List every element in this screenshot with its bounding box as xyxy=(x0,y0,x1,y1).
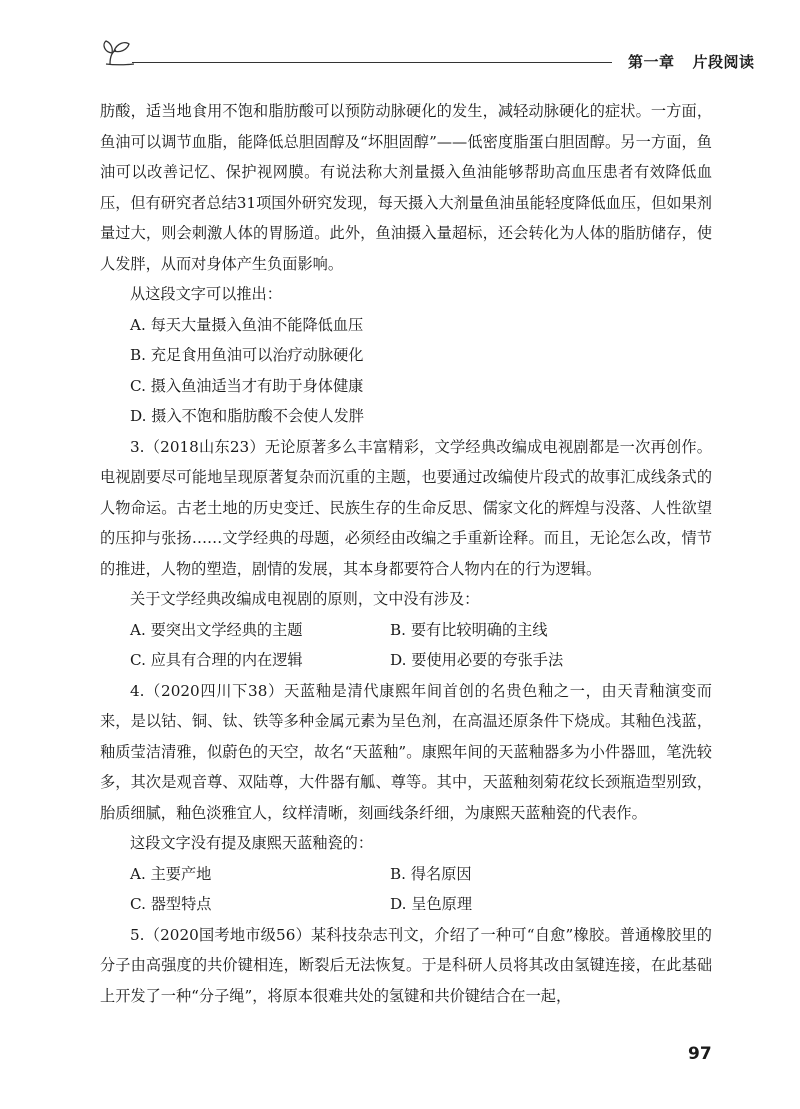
q4-option-b: B. 得名原因 xyxy=(390,864,472,883)
header-rule-left xyxy=(132,62,612,63)
q4-options-row-2 xyxy=(100,889,712,920)
q3-option-d: D. 要使用必要的夸张手法 xyxy=(390,651,564,669)
q3-options-row-1 xyxy=(100,615,712,646)
q2-option-a: A. 每天大量摄入鱼油不能降低血压 xyxy=(130,315,364,334)
q4-option-a: A. 主要产地 xyxy=(130,864,212,883)
q4-option-d: D. 呈色原理 xyxy=(390,895,473,913)
q3-options-row-2 xyxy=(100,645,712,676)
chapter-label: 第一章 xyxy=(628,53,675,71)
page-number: 97 xyxy=(688,1044,712,1064)
section-label: 片段阅读 xyxy=(692,53,755,71)
page-body xyxy=(100,96,712,1011)
q4-options-row-1 xyxy=(100,859,712,890)
q2-stem: 从这段文字可以推出： xyxy=(130,285,282,303)
passage-continued: 肪酸，适当地食用不饱和脂肪酸可以预防动脉硬化的发生，减轻动脉硬化的症状。一方面，鱼油可以调节血脂，能降低总胆固醇及“坏胆固醇”——低密度脂蛋白胆固醇。另一方面，鱼油可以改善记忆、保护视网膜。有说法称大剂量摄入鱼油能够帮助高血压患者有效降低血压，但有研究者总结31项国外研究发现，每天摄入大剂量鱼油虽能轻度降低血压，但如果剂量过大，则会刺激人体的胃肠道。此外，鱼油摄入量超标，还会转化为人体的脂肪储存，使人发胖，从而对身体产生负面影响。 xyxy=(100,102,712,273)
q2-option-d: D. 摄入不饱和脂肪酸不会使人发胖 xyxy=(130,407,364,425)
q5-passage: 5.（2020国考地市级56）某科技杂志刊文，介绍了一种可“自愈”橡胶。普通橡胶里的分子由高强度的共价键相连，断裂后无法恢复。于是科研人员将其改由氢键连接，在此基础上开发了一种“分子绳”，将原本很难共处的氢键和共价键结合在一起， xyxy=(100,925,712,1005)
q3-option-a: A. 要突出文学经典的主题 xyxy=(130,620,303,639)
q4-stem: 这段文字没有提及康熙天蓝釉瓷的： xyxy=(130,834,373,852)
q3-option-c: C. 应具有合理的内在逻辑 xyxy=(130,651,303,669)
page-header xyxy=(100,36,755,76)
q2-option-c: C. 摄入鱼油适当才有助于身体健康 xyxy=(130,376,364,395)
sprout-logo-icon xyxy=(100,38,134,68)
chapter-title xyxy=(628,51,755,72)
q4-passage: 4.（2020四川下38）天蓝釉是清代康熙年间首创的名贵色釉之一，由天青釉演变而来，是以钴、铜、钛、铁等多种金属元素为呈色剂，在高温还原条件下烧成。其釉色浅蓝，釉质莹洁清雅，似蔚色的天空，故名“天蓝釉”。康熙年间的天蓝釉器多为小件器皿，笔洗较多，其次是观音尊、双陆尊，大件器有觚、尊等。其中，天蓝釉刻菊花纹长颈瓶造型别致，胎质细腻，釉色淡雅宜人，纹样清晰，刻画线条纤细，为康熙天蓝釉瓷的代表作。 xyxy=(100,681,712,822)
q3-passage: 3.（2018山东23）无论原著多么丰富精彩，文学经典改编成电视剧都是一次再创作。电视剧要尽可能地呈现原著复杂而沉重的主题，也要通过改编使片段式的故事汇成线条式的人物命运。古老土地的历史变迁、民族生存的生命反思、儒家文化的辉煌与没落、人性欲望的压抑与张扬……文学经典的母题，必须经由改编之手重新诠释。而且，无论怎么改，情节的推进，人物的塑造，剧情的发展，其本身都要符合人物内在的行为逻辑。 xyxy=(100,437,712,578)
q4-option-c: C. 器型特点 xyxy=(130,895,212,913)
q3-option-b: B. 要有比较明确的主线 xyxy=(390,620,548,639)
q2-option-b: B. 充足食用鱼油可以治疗动脉硬化 xyxy=(130,346,364,364)
q3-stem: 关于文学经典改编成电视剧的原则，文中没有涉及： xyxy=(130,590,480,608)
